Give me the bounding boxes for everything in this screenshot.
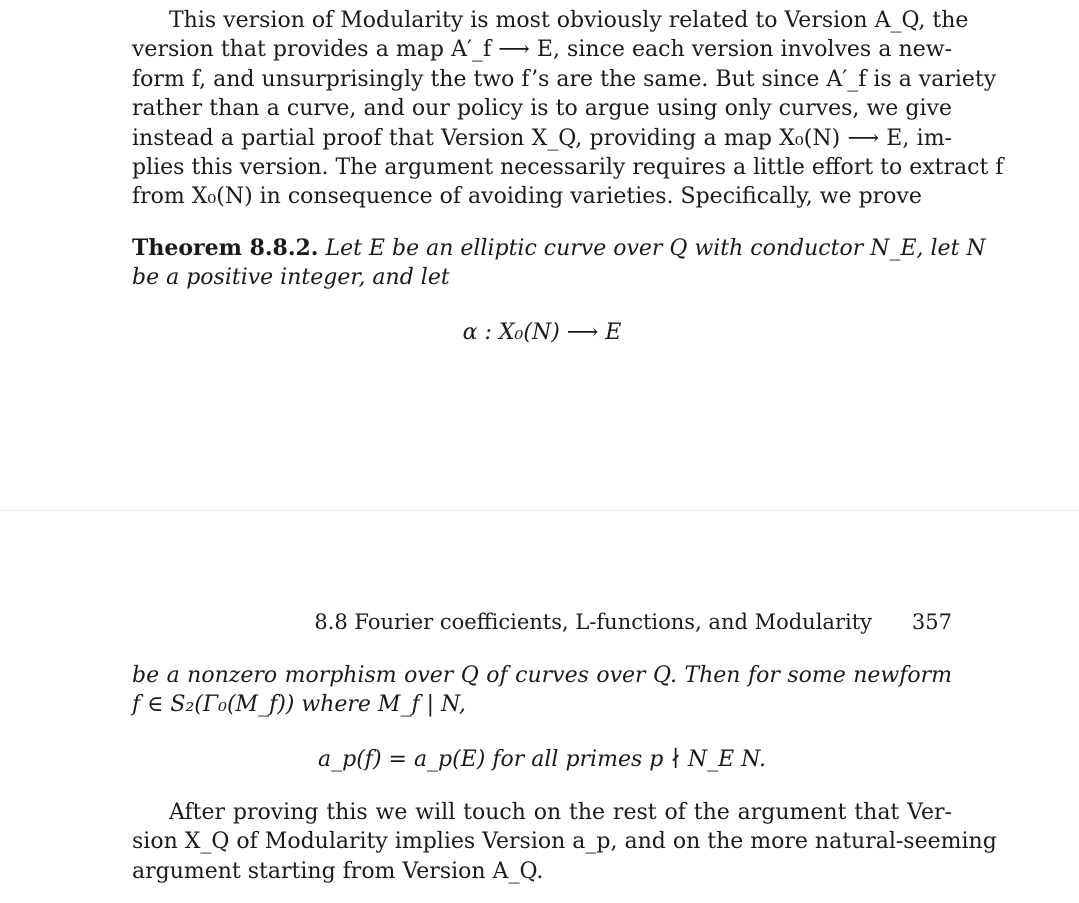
running-head	[132, 607, 952, 637]
paragraph-line: argument starting from Version A_Q.	[132, 858, 544, 884]
theorem-label: Theorem 8.8.2.	[132, 235, 319, 261]
paragraph-line: sion X_Q of Modularity implies Version a_p, and on the more natural-seeming	[132, 829, 997, 855]
paragraph-line: After proving this we will touch on the rest of the argument that Ver-	[169, 800, 952, 825]
theorem-line	[132, 234, 986, 263]
paragraph-line: plies this version. The argument necessarily requires a little effort to extract f	[132, 154, 1004, 180]
theorem-text: Let E be an elliptic curve over Q with conductor N_E, let N	[325, 236, 986, 261]
page-number: 357	[911, 610, 952, 634]
paragraph-line: version that provides a map A′_f ⟶ E, since each version involves a new-	[132, 37, 952, 63]
intro-paragraph	[132, 6, 1004, 212]
closing-paragraph	[132, 798, 997, 886]
display-equation-ap: a_p(f) = a_p(E) for all primes p ∤ N_E N.	[318, 747, 766, 772]
theorem-statement	[132, 234, 986, 293]
paragraph-line: rather than a curve, and our policy is to argue using only curves, we give	[132, 96, 952, 122]
theorem-line: f ∈ S₂(Γ₀(M_f)) where M_f | N,	[132, 692, 466, 718]
running-head-title: 8.8 Fourier coefficients, L-functions, and Modularity	[314, 610, 872, 634]
page-bottom	[0, 511, 1079, 903]
paragraph-line: instead a partial proof that Version X_Q, providing a map X₀(N) ⟶ E, im-	[132, 125, 952, 151]
theorem-line: be a positive integer, and let	[132, 265, 450, 291]
paragraph-line: form f, and unsurprisingly the two f’s are the same. But since A′_f is a variety	[132, 66, 997, 92]
theorem-line: be a nonzero morphism over Q of curves over Q. Then for some newform	[132, 663, 952, 688]
paragraph-line: This version of Modularity is most obviously related to Version A_Q, the	[169, 8, 969, 33]
theorem-continuation	[132, 661, 952, 720]
paragraph-line: from X₀(N) in consequence of avoiding varieties. Specifically, we prove	[132, 184, 922, 210]
display-equation-alpha: α : X₀(N) ⟶ E	[462, 320, 622, 345]
